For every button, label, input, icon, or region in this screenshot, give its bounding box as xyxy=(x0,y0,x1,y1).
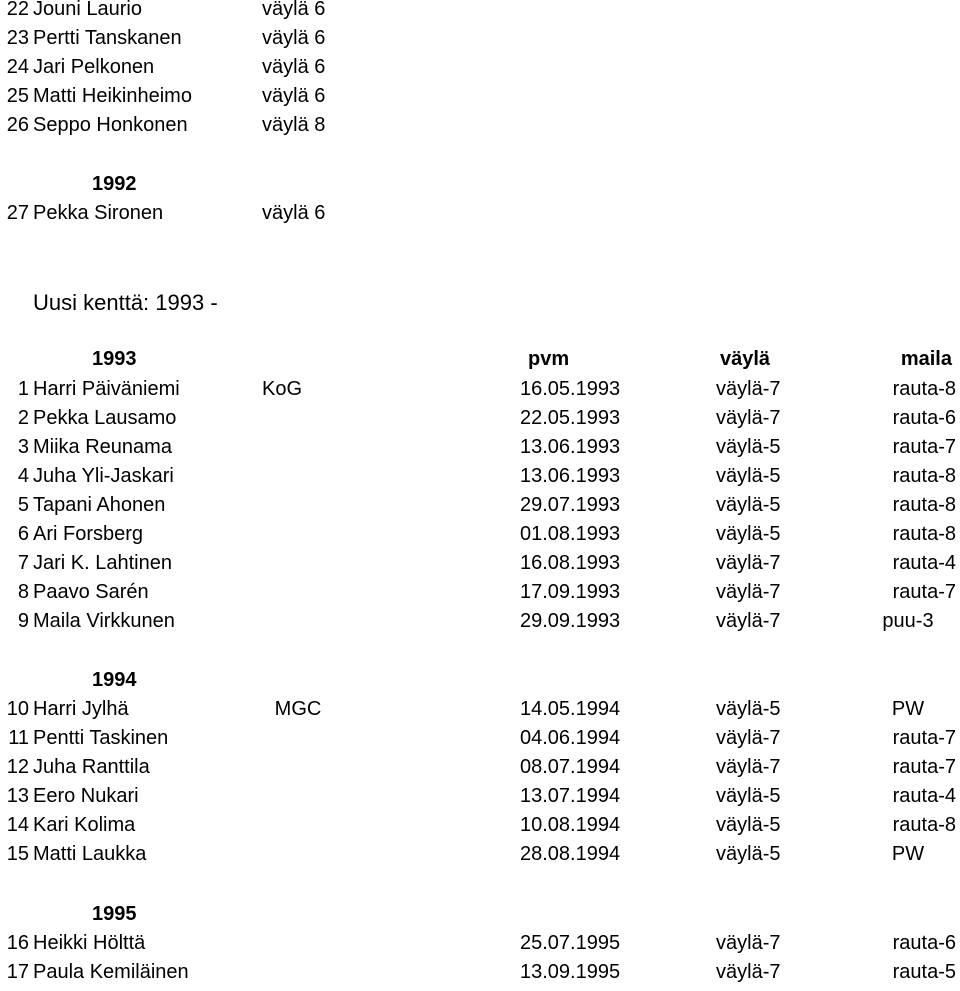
table-row xyxy=(0,53,960,82)
year-heading: 1993 xyxy=(92,348,137,370)
club-cell: rauta-7 xyxy=(892,727,956,749)
player-name: Jouni Laurio xyxy=(33,0,142,20)
club-cell: rauta-4 xyxy=(892,552,956,574)
hole-cell: väylä-7 xyxy=(716,756,781,778)
club-cell: PW xyxy=(891,843,925,865)
date-cell: 29.09.1993 xyxy=(520,610,621,632)
player-name: Harri Jylhä xyxy=(33,698,129,720)
club-cell: rauta-6 xyxy=(892,932,956,954)
club-cell: rauta-8 xyxy=(892,814,956,836)
player-name: Maila Virkkunen xyxy=(33,610,175,632)
table-row xyxy=(0,82,960,111)
row-number: 13 xyxy=(6,785,29,807)
section-title: Uusi kenttä: 1993 - xyxy=(33,290,218,315)
player-name: Kari Kolima xyxy=(33,814,136,836)
row-number: 22 xyxy=(6,0,29,20)
player-name: Seppo Honkonen xyxy=(33,114,188,136)
hole-cell: väylä-5 xyxy=(716,436,781,458)
row-number: 11 xyxy=(8,727,29,749)
table-row xyxy=(0,375,960,404)
year-heading-row xyxy=(0,900,960,929)
row-number: 10 xyxy=(6,698,29,720)
header-club: maila xyxy=(900,348,952,370)
player-name: Matti Heikinheimo xyxy=(33,85,192,107)
date-cell: 10.08.1994 xyxy=(520,814,621,836)
table-row xyxy=(0,753,960,782)
date-cell: 13.09.1995 xyxy=(520,961,621,983)
section-title-row xyxy=(0,287,960,319)
club-cell: rauta-6 xyxy=(892,407,956,429)
row-number: 9 xyxy=(17,610,29,632)
row-number: 14 xyxy=(6,814,29,836)
date-cell: 13.07.1994 xyxy=(520,785,621,807)
player-name: Juha Ranttila xyxy=(33,756,150,778)
player-name: Paavo Sarén xyxy=(33,581,149,603)
year-heading: 1995 xyxy=(92,903,137,925)
date-cell: 08.07.1994 xyxy=(520,756,621,778)
club-cell: rauta-8 xyxy=(892,523,956,545)
table-row xyxy=(0,958,960,987)
club-cell: rauta-5 xyxy=(892,961,956,983)
club-cell: rauta-7 xyxy=(892,756,956,778)
date-cell: 01.08.1993 xyxy=(520,523,621,545)
date-cell: 16.05.1993 xyxy=(520,378,621,400)
player-name: Heikki Hölttä xyxy=(33,932,146,954)
hole-cell: väylä-7 xyxy=(716,581,781,603)
row-number: 24 xyxy=(6,56,29,78)
date-cell: 04.06.1994 xyxy=(520,727,621,749)
table-row xyxy=(0,433,960,462)
player-name: Jari K. Lahtinen xyxy=(33,552,172,574)
year-heading-row xyxy=(0,666,960,695)
row-number: 26 xyxy=(6,114,29,136)
hole-cell: väylä 6 xyxy=(262,85,326,107)
header-date: pvm xyxy=(528,348,570,370)
row-number: 15 xyxy=(6,843,29,865)
table-row xyxy=(0,111,960,140)
hole-cell: väylä-5 xyxy=(716,785,781,807)
row-number: 25 xyxy=(6,85,29,107)
table-row xyxy=(0,491,960,520)
player-name: Jari Pelkonen xyxy=(33,56,155,78)
date-cell: 14.05.1994 xyxy=(520,698,621,720)
hole-cell: väylä-7 xyxy=(716,610,781,632)
table-row xyxy=(0,929,960,958)
row-number: 3 xyxy=(17,436,29,458)
year-heading: 1992 xyxy=(92,173,137,195)
table-row xyxy=(0,549,960,578)
table-row xyxy=(0,724,960,753)
date-cell: 16.08.1993 xyxy=(520,552,621,574)
row-number: 17 xyxy=(6,961,29,983)
hole-cell: väylä 6 xyxy=(262,27,326,49)
table-row xyxy=(0,578,960,607)
hole-cell: väylä-7 xyxy=(716,932,781,954)
table-row xyxy=(0,24,960,53)
header-hole: väylä xyxy=(720,348,771,370)
row-number: 7 xyxy=(17,552,29,574)
player-name: Miika Reunama xyxy=(33,436,172,458)
row-number: 4 xyxy=(17,465,29,487)
table-header xyxy=(0,345,960,374)
hole-cell: väylä-7 xyxy=(716,407,781,429)
table-row xyxy=(0,404,960,433)
hole-cell: väylä 6 xyxy=(262,202,326,224)
player-name: Pekka Lausamo xyxy=(33,407,177,429)
club-cell: rauta-8 xyxy=(892,378,956,400)
row-number: 1 xyxy=(17,378,29,400)
player-name: Pertti Tanskanen xyxy=(33,27,182,49)
row-number: 23 xyxy=(6,27,29,49)
date-cell: 29.07.1993 xyxy=(520,494,621,516)
row-number: 16 xyxy=(6,932,29,954)
hole-cell: väylä-5 xyxy=(716,523,781,545)
date-cell: 13.06.1993 xyxy=(520,436,621,458)
row-number: 5 xyxy=(17,494,29,516)
hole-cell: väylä 6 xyxy=(262,0,326,20)
row-number: 12 xyxy=(6,756,29,778)
table-row xyxy=(0,811,960,840)
hole-cell: väylä-7 xyxy=(716,961,781,983)
hole-cell: väylä-5 xyxy=(716,814,781,836)
player-name: Pekka Sironen xyxy=(33,202,164,224)
year-heading-row xyxy=(0,170,960,199)
hole-cell: väylä-7 xyxy=(716,378,781,400)
table-row xyxy=(0,462,960,491)
date-cell: 28.08.1994 xyxy=(520,843,621,865)
player-name: Matti Laukka xyxy=(33,843,147,865)
row-number: 27 xyxy=(6,202,29,224)
player-name: Harri Päiväniemi xyxy=(33,378,180,400)
player-name: Paula Kemiläinen xyxy=(33,961,189,983)
club-name: MGC xyxy=(274,698,322,720)
hole-cell: väylä-7 xyxy=(716,727,781,749)
hole-cell: väylä-5 xyxy=(716,843,781,865)
hole-cell: väylä 8 xyxy=(262,114,326,136)
date-cell: 22.05.1993 xyxy=(520,407,621,429)
table-row xyxy=(0,607,960,636)
club-cell: rauta-8 xyxy=(892,494,956,516)
club-cell: puu-3 xyxy=(882,610,934,632)
player-name: Eero Nukari xyxy=(33,785,139,807)
table-row xyxy=(0,0,960,24)
hole-cell: väylä 6 xyxy=(262,56,326,78)
club-cell: rauta-8 xyxy=(892,465,956,487)
club-cell: rauta-7 xyxy=(892,436,956,458)
hole-cell: väylä-5 xyxy=(716,494,781,516)
table-row xyxy=(0,520,960,549)
table-row xyxy=(0,199,960,228)
club-name: KoG xyxy=(262,378,303,400)
date-cell: 17.09.1993 xyxy=(520,581,621,603)
table-row xyxy=(0,840,960,869)
year-heading: 1994 xyxy=(92,669,137,691)
player-name: Juha Yli-Jaskari xyxy=(33,465,174,487)
date-cell: 13.06.1993 xyxy=(520,465,621,487)
club-cell: rauta-7 xyxy=(892,581,956,603)
hole-cell: väylä-7 xyxy=(716,552,781,574)
hole-cell: väylä-5 xyxy=(716,698,781,720)
hole-cell: väylä-5 xyxy=(716,465,781,487)
player-name: Ari Forsberg xyxy=(33,523,144,545)
player-name: Tapani Ahonen xyxy=(33,494,166,516)
club-cell: PW xyxy=(891,698,925,720)
row-number: 6 xyxy=(17,523,29,545)
row-number: 8 xyxy=(17,581,29,603)
row-number: 2 xyxy=(17,407,29,429)
player-name: Pentti Taskinen xyxy=(33,727,169,749)
table-row xyxy=(0,782,960,811)
date-cell: 25.07.1995 xyxy=(520,932,621,954)
club-cell: rauta-4 xyxy=(892,785,956,807)
table-row xyxy=(0,695,960,724)
